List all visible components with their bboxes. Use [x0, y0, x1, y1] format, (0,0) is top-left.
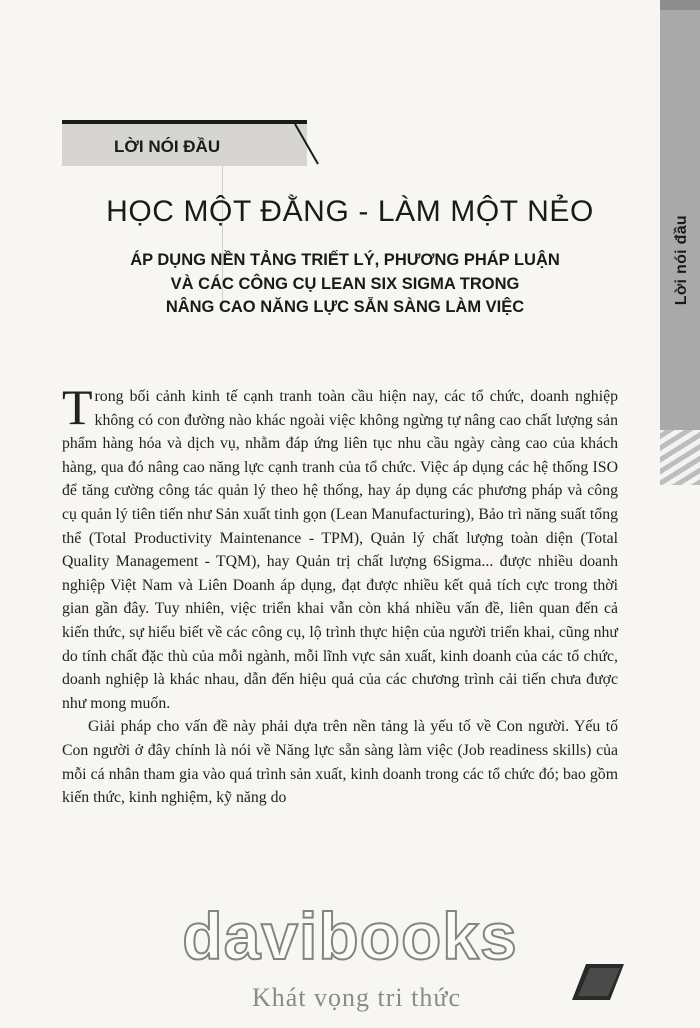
body-text: [62, 379, 618, 810]
page-corner-decoration: [572, 962, 624, 1002]
preface-header-bar: [62, 120, 307, 166]
paragraph: Giải pháp cho vấn đề này phải dựa trên nền tảng là yếu tố về Con người. Yếu tố Con người ở đây chính là nói về Năng lực sẵn sàng làm việc (Job readiness skills) của mỗi cá nhân tham gia vào quá trình sản xuất, kinh doanh trong các tổ chức đó; bao gồm kiến thức, kinh nghiệm, kỹ năng do: [62, 718, 618, 807]
subtitle-line: VÀ CÁC CÔNG CỤ LEAN SIX SIGMA TRONG: [170, 274, 520, 293]
subtitle: [100, 249, 590, 320]
preface-label: LỜI NÓI ĐẦU: [114, 137, 221, 156]
side-tab-label: Lời nói đầu: [673, 215, 690, 306]
paragraph: [62, 379, 618, 715]
page-title: HỌC MỘT ĐẰNG - LÀM MỘT NẺO: [106, 195, 594, 228]
header-slash-icon: [292, 122, 322, 168]
drop-cap: T: [62, 379, 93, 435]
paragraph-text: rong bối cảnh kinh tế cạnh tranh toàn cầu hiện nay, các tổ chức, doanh nghiệp không có con đường nào khác ngoài việc không ngừng tự nâng cao chất lượng sản phẩm hàng hóa và dịch vụ, nhằm đáp ứng liên tục nhu cầu ngày càng cao của khách hàng, qua đó nâng cao năng lực cạnh tranh của tổ chức. Việc áp dụng các hệ thống ISO để tăng cường công tác quản lý theo hệ thống, hay áp dụng các phương pháp và công cụ quản lý tiên tiến như Sản xuất tinh gọn (Lean Manufacturing), Bảo trì năng suất tổng thể (Total Productivity Maintenance - TPM), Quản lý chất lượng toàn diện (Total Quality Management - TQM), hay Quản trị chất lượng 6Sigma... được nhiều doanh nghiệp Việt Nam và Liên Doanh áp dụng, đạt được nhiều kết quả tích cực trong thời gian gần đây. Tuy nhiên, việc triển khai vẫn còn khá nhiều vấn đề, liên quan đến cả kiến thức, sự hiểu biết về các công cụ, lộ trình thực hiện của người triển khai, cũng như do tính chất đặc thù của mỗi ngành, mỗi lĩnh vực sản xuất, kinh doanh của các tổ chức, doanh nghiệp là khác nhau, dẫn đến hiệu quả của các chương trình cải tiến chưa được như mong muốn.: [62, 388, 618, 712]
side-tab-stripes: [660, 430, 700, 485]
subtitle-line: ÁP DỤNG NỀN TẢNG TRIẾT LÝ, PHƯƠNG PHÁP LUẬN: [130, 251, 560, 269]
subtitle-line: NÂNG CAO NĂNG LỰC SẴN SÀNG LÀM VIỆC: [165, 298, 525, 316]
watermark-logo: davibooks: [182, 899, 518, 973]
watermark-slogan: Khát vọng tri thức: [252, 983, 462, 1012]
